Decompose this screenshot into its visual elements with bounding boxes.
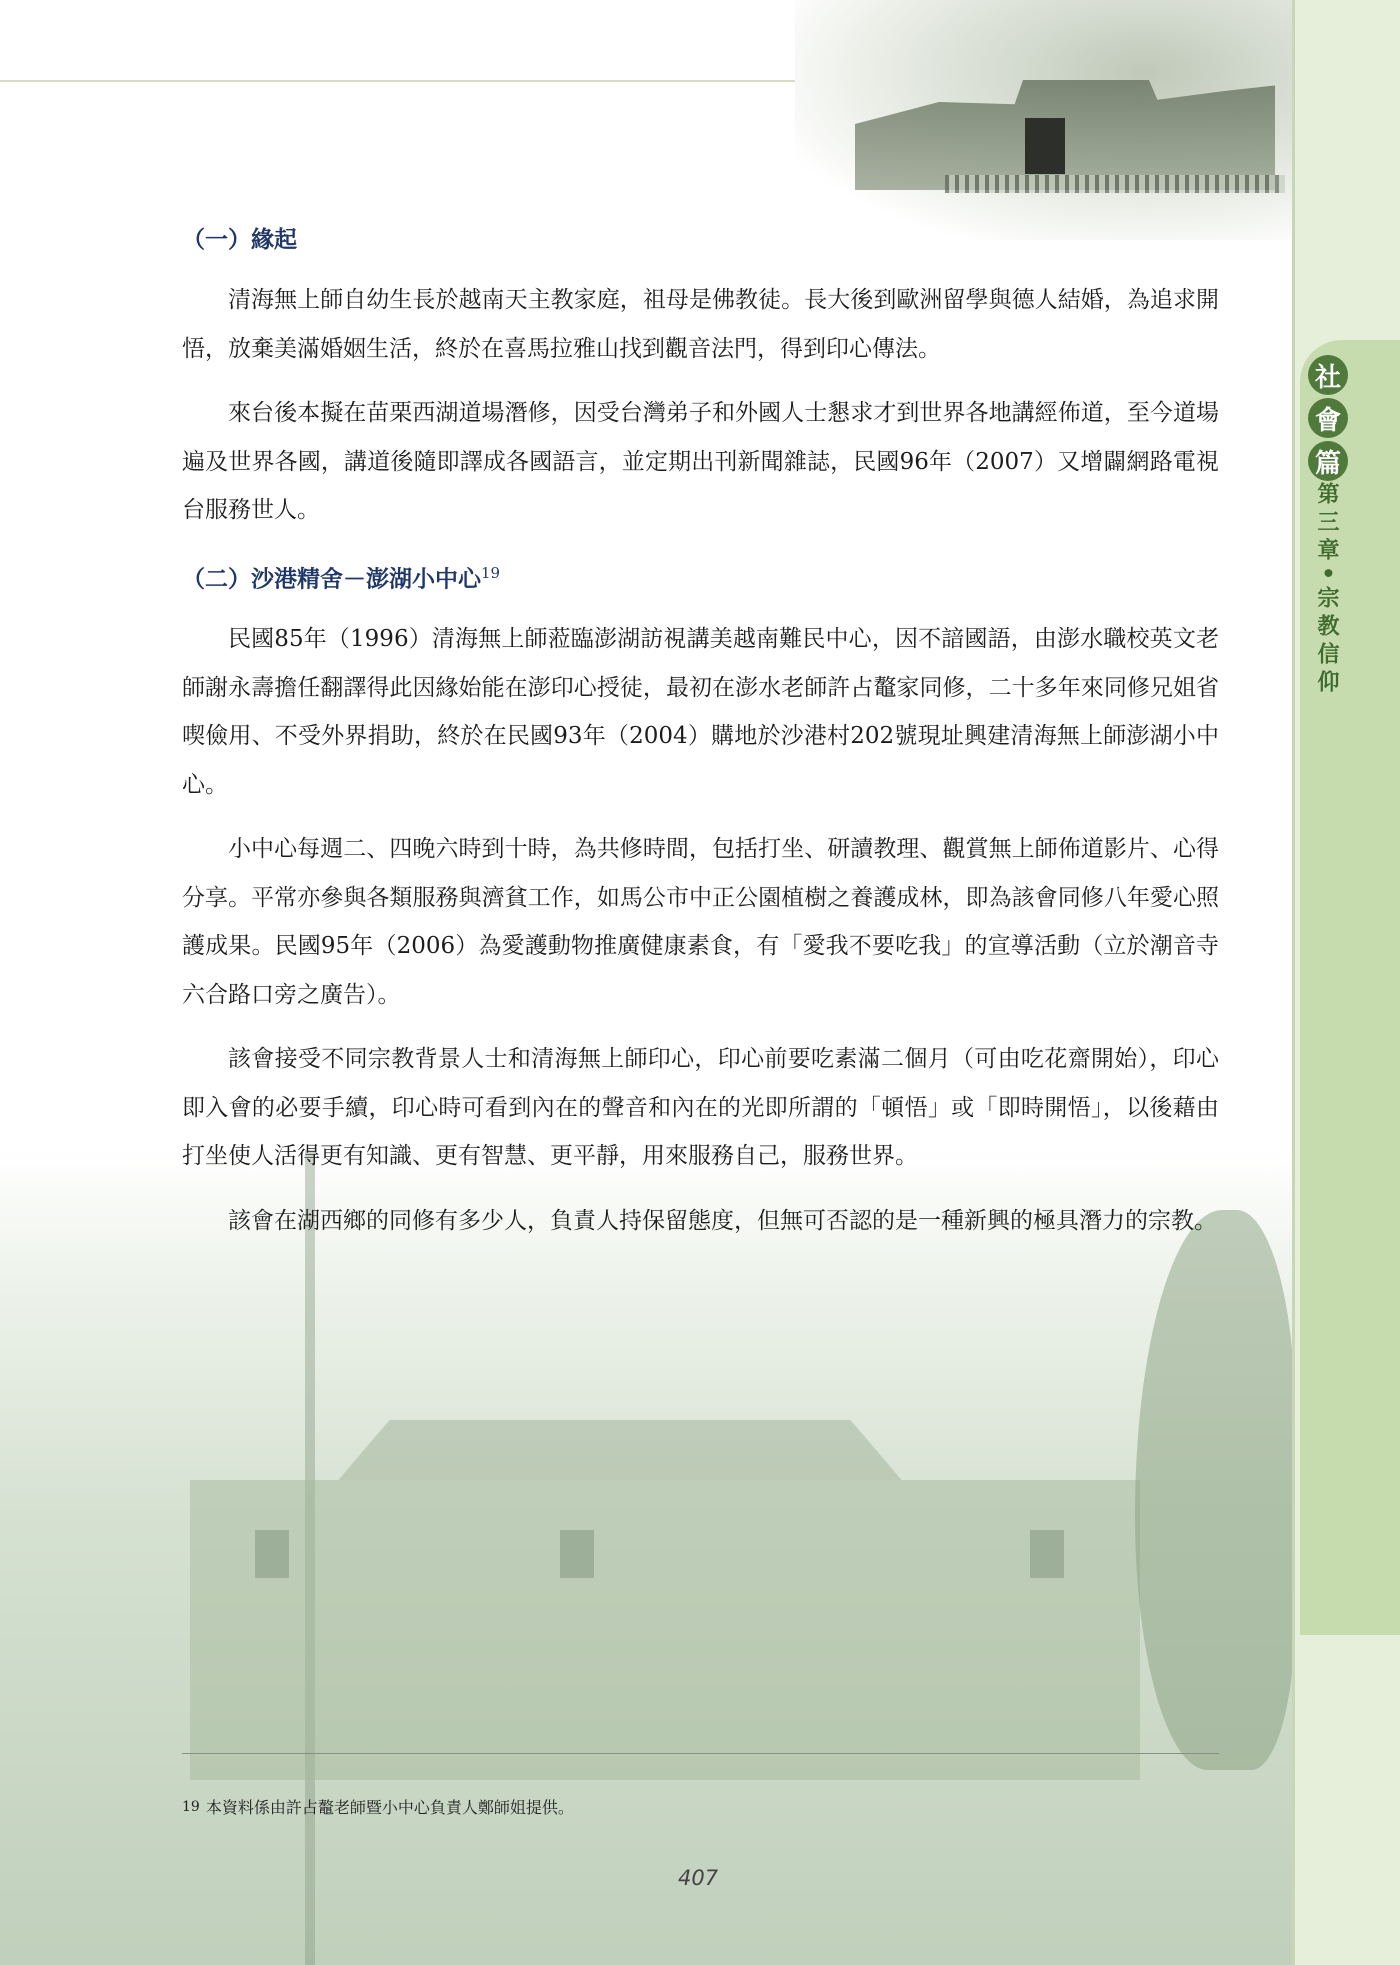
house-window <box>255 1530 289 1578</box>
chapter-title: 第三章•宗教信仰 <box>1314 482 1340 699</box>
footnote-ref[interactable]: 19 <box>481 563 501 582</box>
heading-text: （一）緣起 <box>182 226 297 253</box>
paragraph: 該會接受不同宗教背景人士和清海無上師印心，印心前要吃素滿二個月（可由吃花齋開始），印心即入會的必要手續，印心時可看到內在的聲音和內在的光即所謂的「頓悟」或「即時開悟」，以後藉由打坐使人活得更有知識、更有智慧、更平靜，用來服務自己，服務世界。 <box>182 1046 1219 1170</box>
paragraph: 清海無上師自幼生長於越南天主教家庭，祖母是佛教徒。長大後到歐洲留學與德人結婚，為追求開悟，放棄美滿婚姻生活，終於在喜馬拉雅山找到觀音法門，得到印心傳法。 <box>182 287 1219 362</box>
footnote <box>182 1797 574 1820</box>
section-char: 會 <box>1308 398 1348 438</box>
page-number: 407 <box>678 1866 719 1890</box>
footnote-divider <box>182 1753 1219 1754</box>
heading-text: （二）沙港精舍－澎湖小中心 <box>182 565 481 593</box>
paragraph: 小中心每週二、四晚六時到十時，為共修時間，包括打坐、研讀教理、觀賞無上師佈道影片、心得分享。平常亦參與各類服務與濟貧工作，如馬公市中正公園植樹之養護成林，即為該會同修八年愛心照護成果。民國95年（2006）為愛護動物推廣健康素食，有「愛我不要吃我」的宣導活動（立於潮音寺六合路口旁之廣告）。 <box>182 836 1219 1008</box>
section-char: 篇 <box>1308 441 1348 481</box>
house-roof <box>300 1420 940 1480</box>
top-rule <box>0 80 795 82</box>
tree <box>1135 1210 1295 1770</box>
house-wall <box>190 1480 1140 1780</box>
paragraph: 民國85年（1996）清海無上師蒞臨澎湖訪視講美越南難民中心，因不諳國語，由澎水職校英文老師謝永壽擔任翻譯得此因緣始能在澎印心授徒，最初在澎水老師許占鼇家同修，二十多年來同修兄姐省喫儉用、不受外界捐助，終於在民國93年（2004）購地於沙港村202號現址興建清海無上師澎湖小中心。 <box>182 626 1219 798</box>
main-content <box>182 218 1219 1245</box>
background-photo <box>0 1150 1295 1965</box>
section-heading <box>182 551 1219 602</box>
section-heading <box>182 218 1219 262</box>
header-photo <box>795 0 1295 240</box>
paragraph: 該會在湖西鄉的同修有多少人，負責人持保留態度，但無可否認的是一種新興的極具潛力的宗教。 <box>228 1207 1217 1234</box>
footnote-text: 本資料係由許占鼇老師暨小中心負責人鄭師姐提供。 <box>205 1798 574 1817</box>
house-window <box>1030 1530 1064 1578</box>
temple-building <box>855 80 1275 190</box>
temple-fence <box>945 175 1285 193</box>
house-window <box>560 1530 594 1578</box>
footnote-number: 19 <box>182 1799 200 1815</box>
paragraph: 來台後本擬在苗栗西湖道場潛修，因受台灣弟子和外國人士懇求才到世界各地講經佈道，至今道場遍及世界各國，講道後隨即譯成各國語言，並定期出刊新聞雜誌，民國96年（2007）又增闢網路電視台服務世人。 <box>182 400 1219 523</box>
section-char: 社 <box>1308 355 1348 395</box>
side-divider <box>1292 0 1295 1965</box>
temple-door <box>1025 118 1065 174</box>
